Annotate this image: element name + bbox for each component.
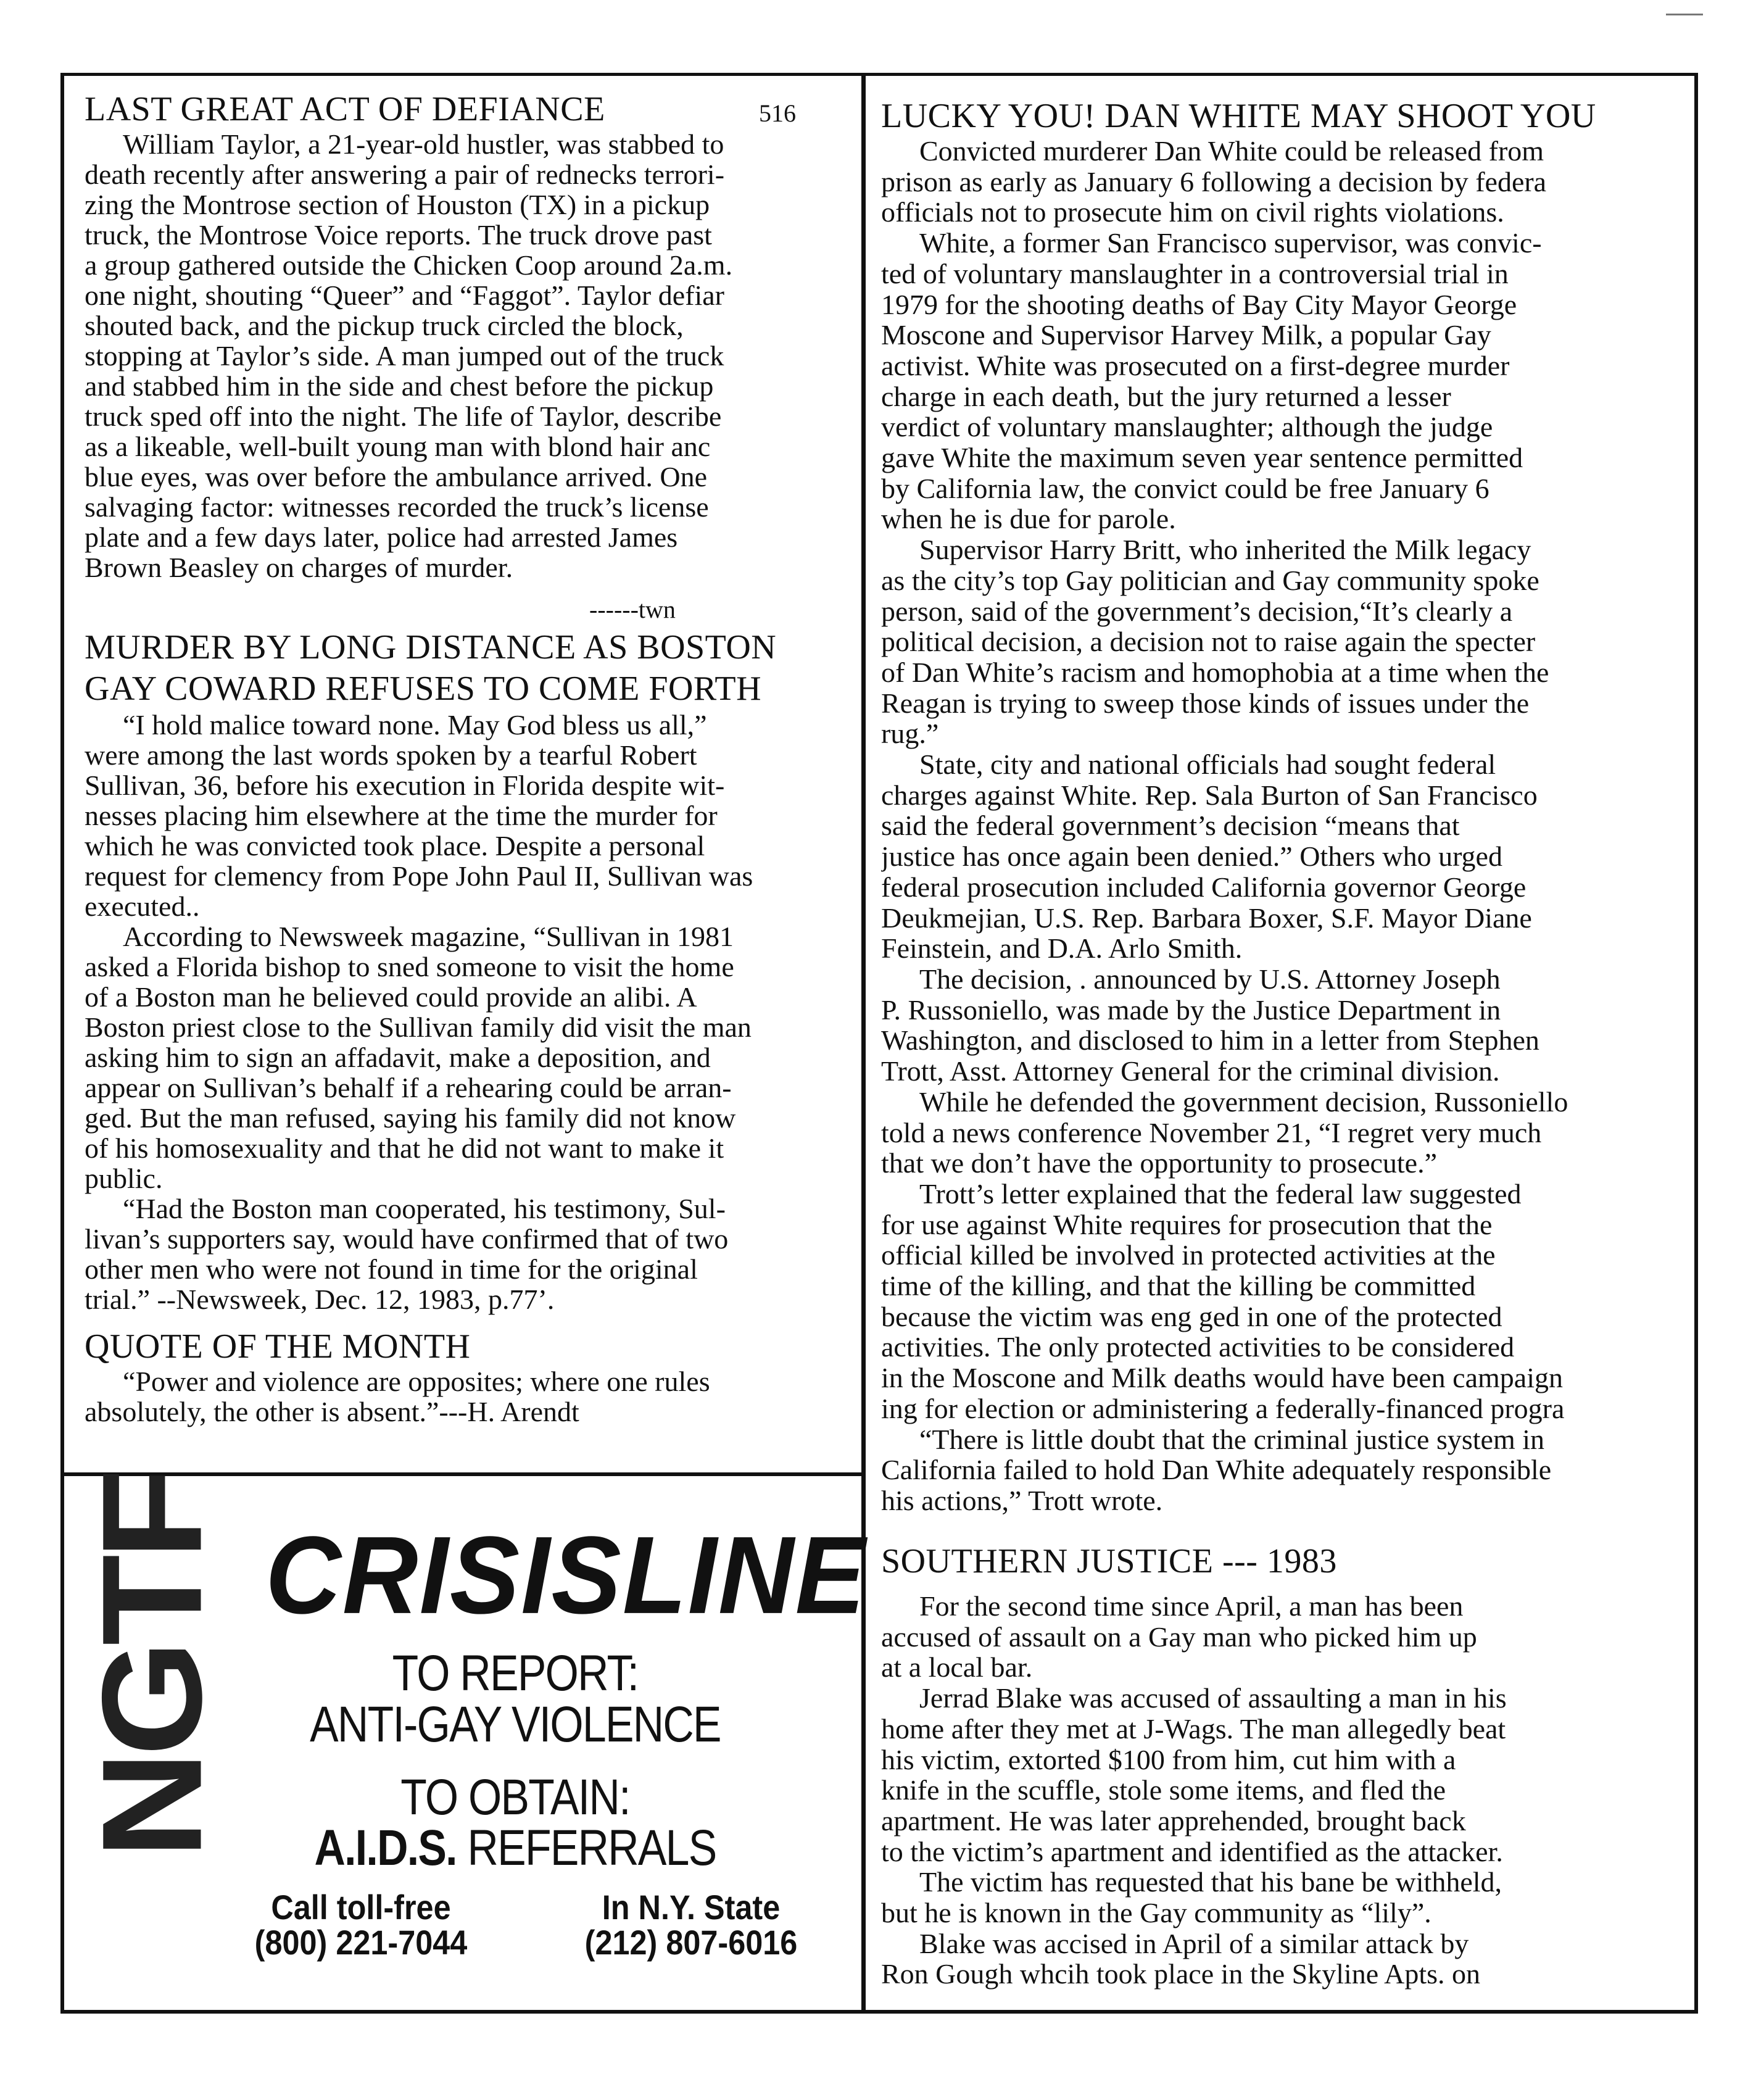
text-line: for use against White requires for prosecution that the — [881, 1208, 1493, 1240]
article-murder-by-long-distance — [85, 627, 856, 1314]
text-line: when he is due for parole. — [881, 503, 1176, 535]
text-line: appear on Sullivan’s behalf if a rehearing could be arran- — [85, 1072, 732, 1103]
text-line: asked a Florida bishop to sned someone to visit the home — [85, 951, 734, 982]
ad-ny-number: (212) 807-6016 — [584, 1923, 798, 1962]
text-line: Reagan is trying to sweep those kinds of issues under the — [881, 687, 1530, 719]
ad-aids-bold: A.I.D.S. — [314, 1820, 457, 1876]
text-line: nesses placing him elsewhere at the time the murder for — [85, 800, 718, 831]
text-line: “There is little doubt that the criminal justice system in — [919, 1423, 1545, 1455]
article-quote-of-the-month — [85, 1327, 856, 1427]
text-line: activities. The only protected activities to be considered — [881, 1331, 1515, 1363]
text-line: White, a former San Francisco supervisor, was convic- — [919, 227, 1542, 259]
text-line: death recently after answering a pair of rednecks terrori- — [85, 159, 725, 190]
article-headline: LAST GREAT ACT OF DEFIANCE — [85, 90, 605, 128]
text-line: salvaging factor: witnesses recorded the truck’s license — [85, 491, 709, 523]
text-line: Trott’s letter explained that the federal law suggested — [919, 1177, 1522, 1210]
paragraph — [85, 1366, 856, 1427]
article-last-great-act-of-defiance — [85, 89, 856, 583]
text-line: were among the last words spoken by a tearful Robert — [85, 739, 697, 771]
text-line: apartment. He was later apprehended, brought back — [881, 1804, 1466, 1836]
text-line: prison as early as January 6 following a decision by federa — [881, 165, 1547, 197]
text-line: truck sped off into the night. The life of Taylor, describe — [85, 400, 722, 432]
text-line: stopping at Taylor’s side. A man jumped out of the truck — [85, 340, 724, 371]
text-line: other men who were not found in time for the original — [85, 1253, 698, 1285]
text-line: official killed be involved in protected activities at the — [881, 1239, 1496, 1271]
text-line: political decision, a decision not to raise again the specter — [881, 626, 1536, 658]
text-line: Sullivan, 36, before his execution in Florida despite wit- — [85, 770, 725, 801]
ad-headline: CRISISLINE — [265, 1514, 867, 1637]
text-line: Jerrad Blake was accused of assaulting a man in his — [919, 1682, 1507, 1714]
text-line: rug.” — [881, 718, 939, 750]
paragraph — [881, 1928, 1694, 1990]
text-line: in the Moscone and Milk deaths would have been campaign — [881, 1362, 1563, 1394]
text-line: zing the Montrose section of Houston (TX) in a pickup — [85, 189, 710, 220]
paragraph — [881, 749, 1694, 964]
text-line: time of the killing, and that the killing be committed — [881, 1270, 1476, 1302]
text-line: accused of assault on a Gay man who picked him up — [881, 1621, 1477, 1653]
paragraph — [881, 1591, 1694, 1683]
ad-obtain-label: TO OBTAIN: — [400, 1769, 630, 1825]
text-line: gave White the maximum seven year sentence permitted — [881, 442, 1523, 474]
text-line: home after they met at J-Wags. The man allegedly beat — [881, 1712, 1506, 1745]
article-signature: ------twn — [589, 596, 676, 623]
text-line: truck, the Montrose Voice reports. The truck drove past — [85, 219, 712, 251]
text-line: California failed to hold Dan White adequately responsible — [881, 1454, 1552, 1486]
text-line: which he was convicted took place. Despite a personal — [85, 830, 705, 861]
text-line: that we don’t have the opportunity to prosecute.” — [881, 1147, 1438, 1179]
text-line: Blake was accised in April of a similar attack by — [919, 1927, 1469, 1959]
text-line: The victim has requested that his bane be withheld, — [919, 1866, 1502, 1898]
text-line: “I hold malice toward none. May God bless us all,” — [123, 709, 707, 741]
text-line: Deukmejian, U.S. Rep. Barbara Boxer, S.F. Mayor Diane — [881, 902, 1532, 934]
text-line: of his homosexuality and that he did not want to make it — [85, 1132, 724, 1164]
paragraph — [881, 1424, 1694, 1516]
text-line: Ron Gough whcih took place in the Skyline Apts. on — [881, 1958, 1481, 1990]
text-line: but he is known in the Gay community as “lily”. — [881, 1897, 1431, 1929]
text-line: absolutely, the other is absent.”---H. Arendt — [85, 1396, 579, 1427]
text-line: For the second time since April, a man has been — [919, 1590, 1464, 1622]
page-number: 516 — [759, 99, 796, 127]
text-line: verdict of voluntary manslaughter; although the judge — [881, 411, 1493, 443]
ad-report-label: TO REPORT: — [392, 1645, 639, 1701]
text-line: Brown Beasley on charges of murder. — [85, 552, 513, 583]
text-line: as a likeable, well-built young man with blond hair anc — [85, 431, 711, 462]
text-line: a group gathered outside the Chicken Coop around 2a.m. — [85, 249, 733, 281]
ad-ny-label: In N.Y. State — [602, 1888, 781, 1927]
text-line: “Power and violence are opposites; where one rules — [123, 1366, 710, 1397]
text-line: The decision, . announced by U.S. Attorney Joseph — [919, 963, 1501, 995]
article-southern-justice — [881, 1542, 1694, 1990]
text-line: Trott, Asst. Attorney General for the criminal division. — [881, 1055, 1500, 1087]
text-line: Washington, and disclosed to him in a letter from Stephen — [881, 1024, 1539, 1056]
text-line: blue eyes, was over before the ambulance arrived. One — [85, 461, 707, 492]
text-line: trial.” --Newsweek, Dec. 12, 1983, p.77’. — [85, 1284, 555, 1315]
text-line: because the victim was eng ged in one of the protected — [881, 1300, 1502, 1332]
paragraph — [881, 136, 1694, 228]
text-line: plate and a few days later, police had arrested James — [85, 521, 678, 553]
article-headline: GAY COWARD REFUSES TO COME FORTH — [85, 670, 762, 708]
text-line: According to Newsweek magazine, “Sullivan in 1981 — [123, 921, 734, 952]
article-headline: QUOTE OF THE MONTH — [85, 1327, 471, 1366]
article-headline: MURDER BY LONG DISTANCE AS BOSTON — [85, 628, 777, 666]
text-line: charge in each death, but the jury returned a lesser — [881, 380, 1451, 412]
article-headline: LUCKY YOU! DAN WHITE MAY SHOOT YOU — [881, 97, 1596, 135]
text-line: knife in the scuffle, stole some items, and fled the — [881, 1774, 1446, 1806]
scan-mark — [1666, 14, 1703, 15]
text-line: ted of voluntary manslaughter in a controversial trial in — [881, 257, 1509, 289]
text-line: his victim, extorted $100 from him, cut him with a — [881, 1743, 1456, 1775]
text-line: ing for election or administering a federally-financed progra — [881, 1392, 1565, 1424]
text-line: person, said of the government’s decision,“It’s clearly a — [881, 595, 1513, 627]
ad-report-item: ANTI-GAY VIOLENCE — [310, 1696, 721, 1753]
text-line: public. — [85, 1163, 163, 1194]
column-divider — [861, 73, 866, 2014]
paragraph — [881, 228, 1694, 534]
text-line: request for clemency from Pope John Paul II, Sullivan was — [85, 860, 753, 892]
article-lucky-you-dan-white — [881, 96, 1694, 1516]
text-line: executed.. — [85, 890, 200, 922]
paragraph — [881, 964, 1694, 1087]
paragraph — [881, 1179, 1694, 1424]
ad-referrals: REFERRALS — [456, 1820, 716, 1876]
paragraph — [881, 1867, 1694, 1928]
ad-obtain-item — [287, 1819, 744, 1877]
text-line: of a Boston man he believed could provide an alibi. A — [85, 981, 697, 1013]
text-line: P. Russoniello, was made by the Justice Department in — [881, 994, 1501, 1026]
paragraph — [881, 534, 1694, 749]
text-line: one night, shouting “Queer” and “Faggot”. Taylor defiar — [85, 280, 724, 311]
text-line: justice has once again been denied.” Others who urged — [881, 840, 1502, 873]
ad-tollfree-label: Call toll-free — [271, 1888, 451, 1927]
ngtf-logo: NGTF — [72, 1474, 231, 1859]
text-line: activist. White was prosecuted on a first-degree murder — [881, 349, 1510, 381]
text-line: his actions,” Trott wrote. — [881, 1484, 1163, 1516]
text-line: said the federal government’s decision “means that — [881, 810, 1460, 842]
ad-tollfree-number: (800) 221-7044 — [254, 1923, 468, 1962]
text-line: shouted back, and the pickup truck circled the block, — [85, 310, 684, 341]
text-line: federal prosecution included California governor George — [881, 871, 1527, 903]
text-line: to the victim’s apartment and identified as the attacker. — [881, 1835, 1503, 1867]
text-line: 1979 for the shooting deaths of Bay City Mayor George — [881, 288, 1517, 320]
text-line: of Dan White’s racism and homophobia at a time when the — [881, 656, 1549, 688]
paragraph — [881, 1683, 1694, 1867]
text-line: Supervisor Harry Britt, who inherited the Milk legacy — [919, 534, 1531, 566]
text-line: by California law, the convict could be free January 6 — [881, 472, 1489, 504]
text-line: officials not to prosecute him on civil rights violations. — [881, 196, 1504, 228]
text-line: Moscone and Supervisor Harvey Milk, a popular Gay — [881, 319, 1491, 351]
text-line: Boston priest close to the Sullivan family did visit the man — [85, 1011, 752, 1043]
text-line: ged. But the man refused, saying his family did not know — [85, 1102, 736, 1134]
text-line: charges against White. Rep. Sala Burton of San Francisco — [881, 779, 1538, 811]
paragraph — [85, 1193, 856, 1314]
text-line: at a local bar. — [881, 1651, 1033, 1683]
text-line: asking him to sign an affadavit, make a deposition, and — [85, 1042, 711, 1073]
text-line: told a news conference November 21, “I regret very much — [881, 1116, 1542, 1148]
text-line: as the city’s top Gay politician and Gay community spoke — [881, 564, 1539, 596]
text-line: livan’s supporters say, would have confirmed that of two — [85, 1223, 729, 1255]
paragraph — [85, 921, 856, 1193]
text-line: William Taylor, a 21-year-old hustler, was stabbed to — [123, 128, 724, 160]
article-headline: SOUTHERN JUSTICE --- 1983 — [881, 1542, 1337, 1580]
text-line: While he defended the government decision, Russoniello — [919, 1085, 1568, 1118]
text-line: and stabbed him in the side and chest before the pickup — [85, 370, 714, 402]
paragraph — [85, 710, 856, 921]
text-line: “Had the Boston man cooperated, his testimony, Sul- — [123, 1193, 726, 1224]
text-line: Convicted murderer Dan White could be released from — [919, 135, 1544, 167]
text-line: Feinstein, and D.A. Arlo Smith. — [881, 932, 1243, 965]
paragraph — [85, 129, 856, 583]
paragraph — [881, 1087, 1694, 1179]
text-line: State, city and national officials had sought federal — [919, 749, 1496, 781]
